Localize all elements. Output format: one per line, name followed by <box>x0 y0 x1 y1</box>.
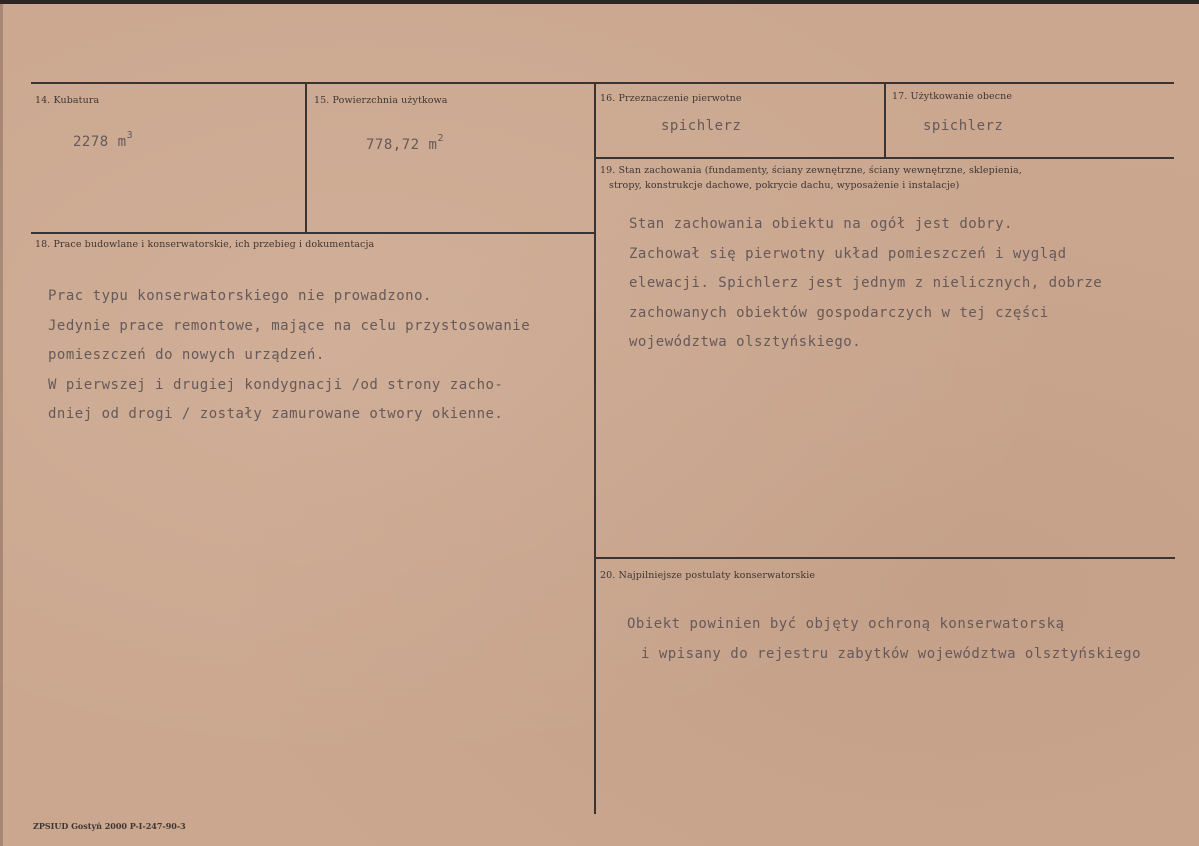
field-20-line: Obiekt powinien być objęty ochroną konserwatorską <box>627 616 1065 632</box>
rule-v-16-17 <box>884 83 886 158</box>
field-14-exponent: 3 <box>126 130 134 141</box>
field-16-label: 16. Przeznaczenie pierwotne <box>600 93 742 104</box>
field-19-line: zachowanych obiektów gospodarczych w tej części <box>629 304 1049 321</box>
field-17-label: 17. Użytkowanie obecne <box>892 91 1013 102</box>
field-19-line: Zachował się pierwotny układ pomieszczeń i wygląd <box>629 245 1067 262</box>
field-15-exponent: 2 <box>437 133 444 144</box>
card-top-edge <box>0 0 1199 4</box>
field-19-line: elewacji. Spichlerz jest jednym z nielicznych, dobrze <box>629 275 1103 291</box>
card-left-edge <box>0 0 3 846</box>
field-18-line: Jedynie prace remontowe, mające na celu przystosowanie <box>48 317 531 334</box>
field-18-line: W pierwszej i drugiej kondygnacji /od strony zacho- <box>48 376 504 393</box>
field-19-label <box>600 163 1170 193</box>
field-14-label: 14. Kubatura <box>35 95 100 106</box>
field-18-label: 18. Prace budowlane i konserwatorskie, ich przebieg i dokumentacja <box>35 239 375 250</box>
rule-above-20 <box>595 557 1175 559</box>
field-19-text <box>629 210 1102 358</box>
rule-under-14-15 <box>31 232 594 234</box>
rule-under-16-17 <box>595 157 1174 159</box>
field-20-label: 20. Najpilniejsze postulaty konserwatorskie <box>600 570 816 581</box>
printer-footer: ZPSIUD Gostyń 2000 P-I-247-90-3 <box>33 821 186 831</box>
field-15-value <box>366 133 444 153</box>
field-20-text <box>627 610 1141 669</box>
field-16-value: spichlerz <box>661 118 742 134</box>
field-19-label-line: 19. Stan zachowania (fundamenty, ściany zewnętrzne, ściany wewnętrzne, sklepienia, <box>600 165 1022 176</box>
field-14-number: 2278 m <box>73 134 127 150</box>
field-18-line: pomieszczeń do nowych urządzeń. <box>48 347 325 363</box>
field-20-line: i wpisany do rejestru zabytków województwa olsztyńskiego <box>641 645 1142 662</box>
field-14-value <box>73 130 134 150</box>
rule-top <box>31 82 1174 84</box>
field-19-label-line: stropy, konstrukcje dachowe, pokrycie dachu, wyposażenie i instalacje) <box>609 180 960 191</box>
field-19-line: Stan zachowania obiektu na ogół jest dobry. <box>629 216 1013 232</box>
field-15-number: 778,72 m <box>366 137 438 153</box>
rule-v-main <box>594 83 596 814</box>
field-19-line: województwa olsztyńskiego. <box>629 334 862 350</box>
field-18-line: Prac typu konserwatorskiego nie prowadzono. <box>48 288 432 304</box>
field-18-text <box>48 282 530 430</box>
field-15-label: 15. Powierzchnia użytkowa <box>314 95 448 106</box>
field-17-value: spichlerz <box>923 118 1004 134</box>
rule-v-14-15 <box>305 83 307 233</box>
field-18-line: dniej od drogi / zostały zamurowane otwory okienne. <box>48 406 504 422</box>
